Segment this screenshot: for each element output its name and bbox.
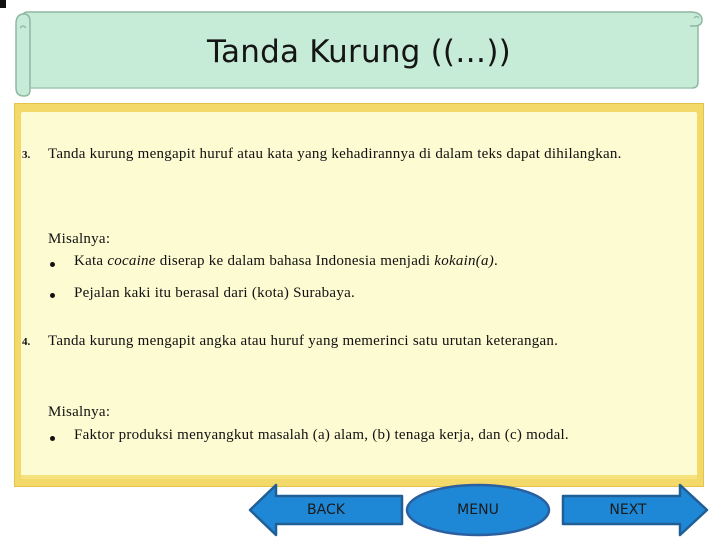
- menu-label: MENU: [457, 502, 499, 518]
- title-banner: [14, 4, 704, 100]
- example-bullet-3b: Pejalan kaki itu berasal dari (kota) Surabaya.: [74, 285, 355, 301]
- page-title: Tanda Kurung ((…)): [207, 34, 511, 70]
- item-text-4: Tanda kurung mengapit angka atau huruf yang memerinci satu urutan keterangan.: [48, 333, 559, 349]
- bullet-icon: [50, 436, 55, 441]
- example-bullet-3a: Kata cocaine diserap ke dalam bahasa Indonesia menjadi kokain(a).: [74, 253, 499, 269]
- item-number-4: 4.: [22, 336, 31, 348]
- item-number-3: 3.: [22, 149, 31, 161]
- bullet-icon: [50, 262, 55, 267]
- back-button[interactable]: [246, 482, 406, 538]
- back-label: BACK: [307, 502, 345, 518]
- example-label-4: Misalnya:: [48, 404, 111, 420]
- bullet-icon: [50, 293, 55, 298]
- corner-mark: [0, 0, 6, 8]
- panel-bottom-strip: [21, 475, 697, 479]
- item-text-3: Tanda kurung mengapit huruf atau kata yang kehadirannya di dalam teks dapat dihilangkan.: [48, 146, 622, 162]
- example-bullet-4a: Faktor produksi menyangkut masalah (a) alam, (b) tenaga kerja, dan (c) modal.: [74, 427, 569, 443]
- next-button[interactable]: [560, 482, 710, 538]
- next-label: NEXT: [609, 502, 647, 518]
- example-label-3: Misalnya:: [48, 231, 111, 247]
- menu-button[interactable]: [404, 482, 552, 538]
